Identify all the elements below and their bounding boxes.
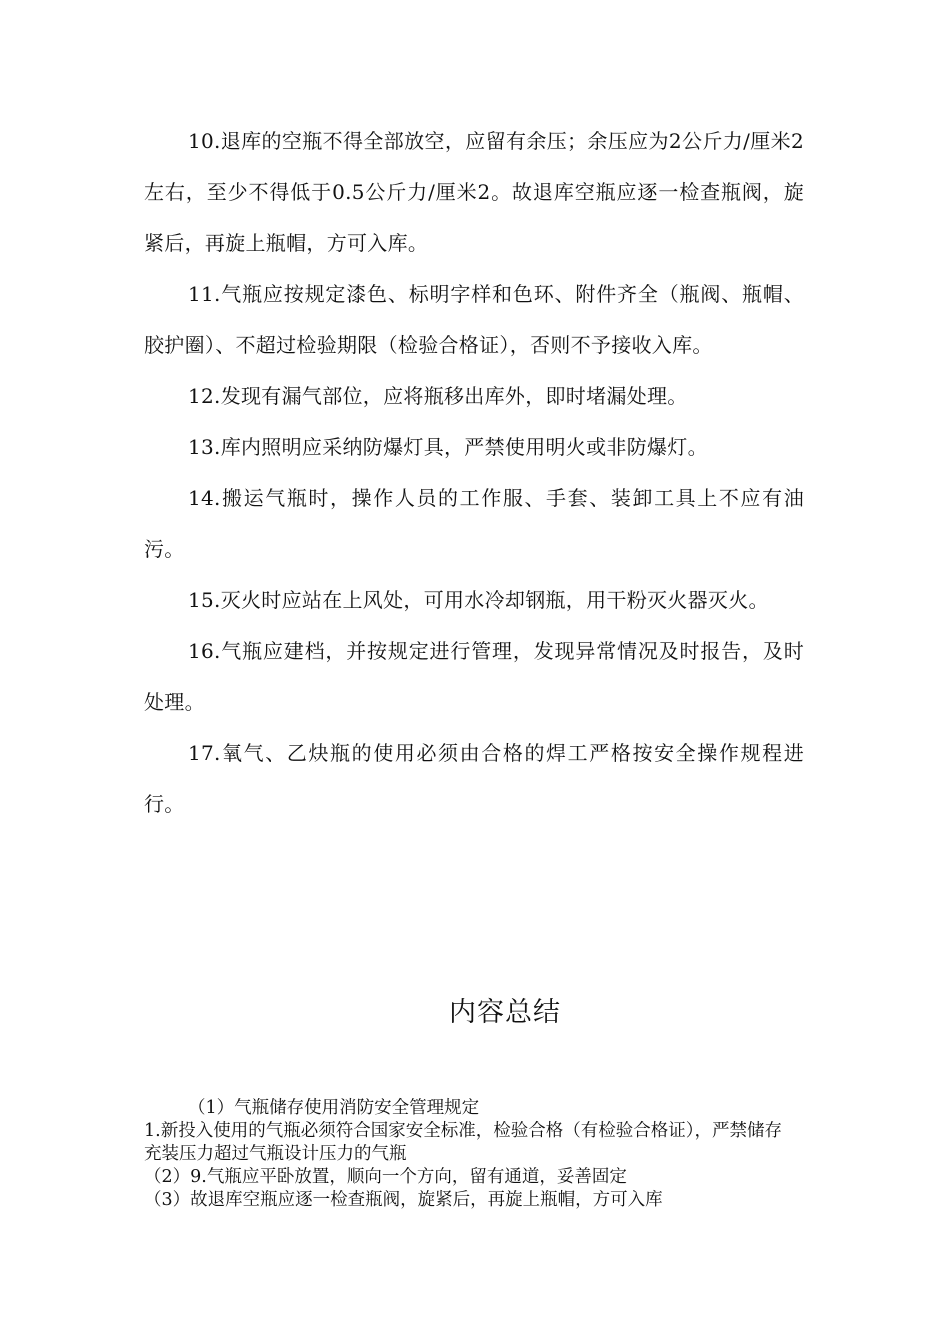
summary-heading: 内容总结 — [449, 997, 561, 1028]
summary-line-4: （3）故退库空瓶应逐一检查瓶阀，旋紧后，再旋上瓶帽，方可入库 — [144, 1190, 663, 1210]
paragraph-10: 10.退库的空瓶不得全部放空，应留有余压；余压应为2公斤力/厘米2左右，至少不得低于0.5公斤力/厘米2。故退库空瓶应逐一检查瓶阀，旋紧后，再旋上瓶帽，方可入库。 — [144, 129, 804, 255]
summary-line-3: （2）9.气瓶应平卧放置，顺向一个方向，留有通道，妥善固定 — [144, 1167, 627, 1187]
paragraph-13: 13.库内照明应采纳防爆灯具，严禁使用明火或非防爆灯。 — [188, 435, 708, 459]
paragraph-12: 12.发现有漏气部位，应将瓶移出库外，即时堵漏处理。 — [188, 384, 688, 408]
summary-line-2: 1.新投入使用的气瓶必须符合国家安全标准，检验合格（有检验合格证），严禁储存充装压力超过气瓶设计压力的气瓶 — [144, 1121, 782, 1164]
summary-line-1: （1）气瓶储存使用消防安全管理规定 — [188, 1098, 480, 1118]
paragraph-16: 16.气瓶应建档，并按规定进行管理，发现异常情况及时报告，及时处理。 — [144, 639, 804, 714]
paragraph-15: 15.灭火时应站在上风处，可用水冷却钢瓶，用干粉灭火器灭火。 — [188, 588, 769, 612]
paragraph-14: 14.搬运气瓶时，操作人员的工作服、手套、装卸工具上不应有油污。 — [144, 486, 804, 561]
summary-section — [144, 1097, 784, 1212]
paragraph-11: 11.气瓶应按规定漆色、标明字样和色环、附件齐全（瓶阀、瓶帽、胶护圈）、不超过检验期限（检验合格证），否则不予接收入库。 — [144, 282, 804, 357]
regulation-body — [144, 116, 804, 830]
paragraph-17: 17.氧气、乙炔瓶的使用必须由合格的焊工严格按安全操作规程进行。 — [144, 741, 804, 816]
